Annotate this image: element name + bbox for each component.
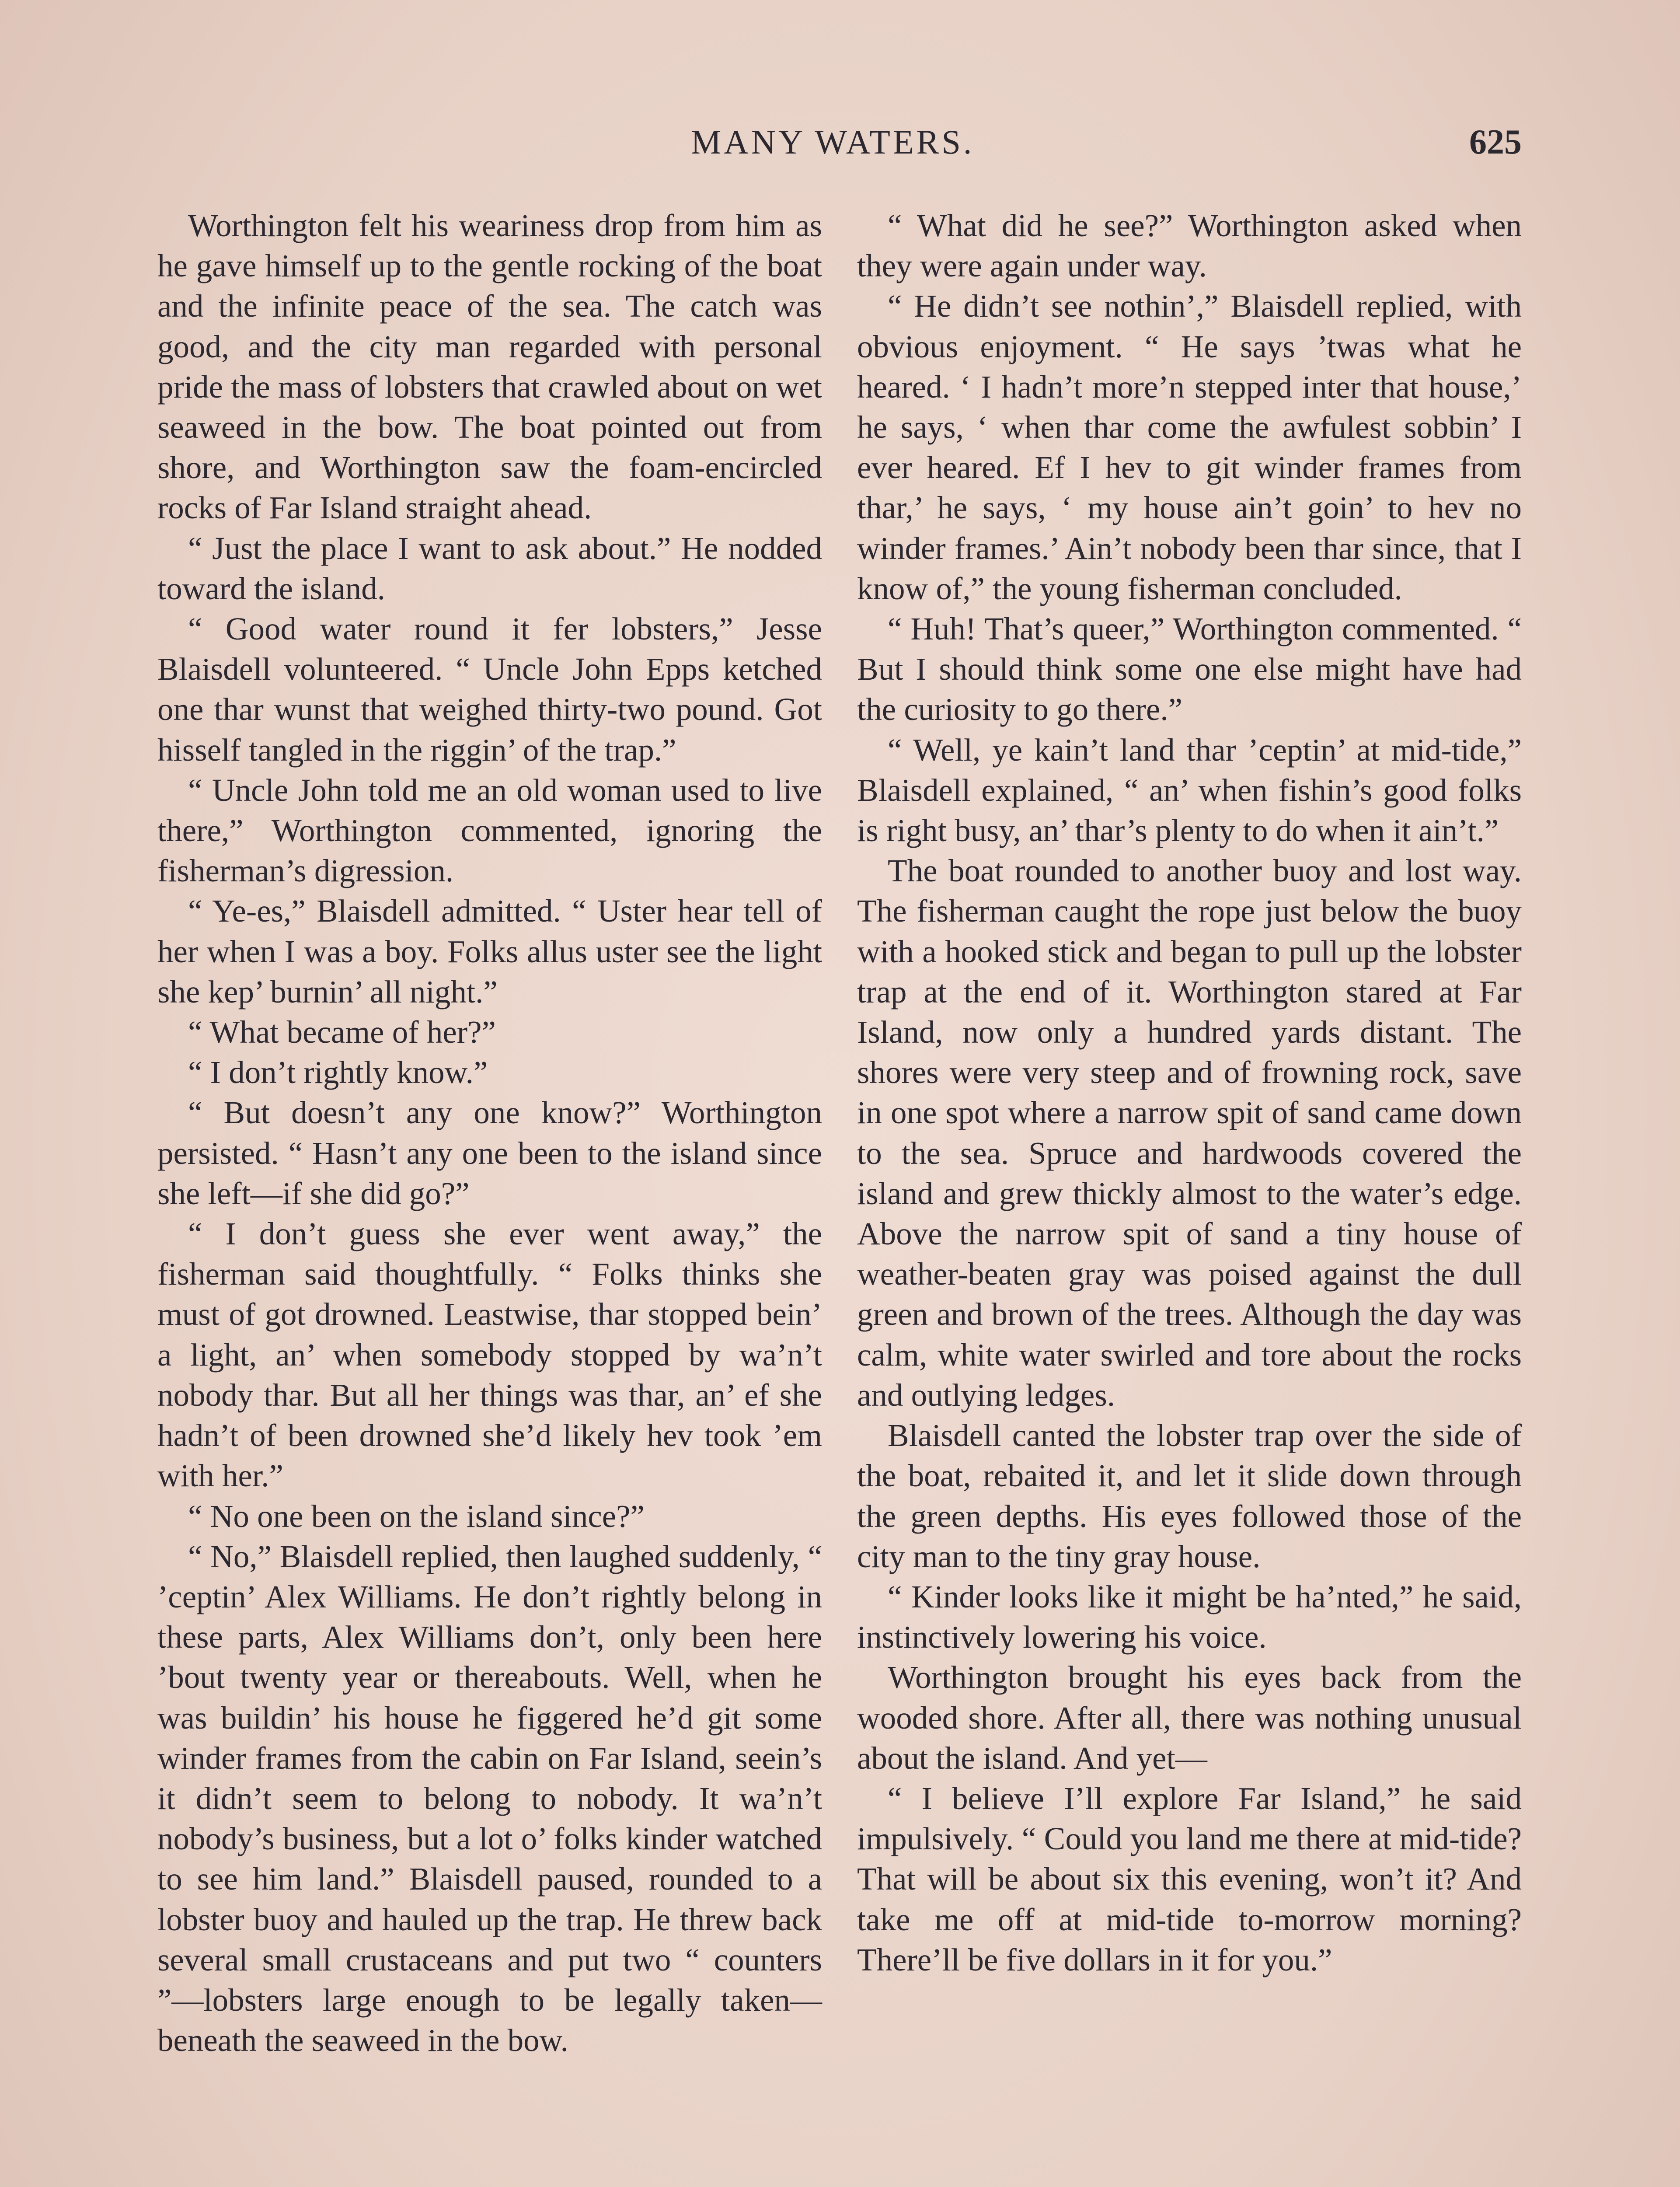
page-number: 625 — [1469, 123, 1522, 161]
paragraph: “ Uncle John told me an old woman used to live there,” Worthington commented, ignoring the fisherman’s digression. — [157, 772, 822, 889]
paragraph: “ No one been on the island since?” — [188, 1498, 645, 1534]
paragraph: “ He didn’t see nothin’,” Blaisdell replied, with obvious enjoyment. “ He says ’twas what he heared. ‘ I hadn’t more’n stepped inter that house,’ he says, ‘ when thar come the awfulest sobbin’ I ever heared. Ef I hev to git winder frames from thar,’ he says, ‘ my house ain’t goin’ to hev no winder frames.’ Ain’t nobody been thar since, that I know of,” the young fisherman concluded. — [857, 288, 1522, 606]
paragraph: “ Just the place I want to ask about.” He nodded toward the island. — [157, 530, 822, 606]
paragraph: “ No,” Blaisdell replied, then laughed suddenly, “ ’ceptin’ Alex Williams. He don’t rightly belong in these parts, Alex Williams don’t, only been here ’bout twenty year or thereabouts. Well, when he was buildin’ his house he figgered he’d git some winder frames from the cabin on Far Island, seein’s it didn’t seem to belong to nobody. It wa’n’t nobody’s business, but a lot o’ folks kinder watched to see him land.” Blaisdell paused, rounded to a lobster buoy and hauled up the trap. He threw back several small crustaceans and put two “ counters ”—lobsters large enough to be legally taken—beneath the seaweed in the bow. — [157, 1538, 822, 2058]
paragraph: Worthington brought his eyes back from the wooded shore. After all, there was nothing unusual about the island. And yet— — [857, 1659, 1522, 1776]
paragraph: “ What became of her?” — [188, 1014, 496, 1050]
paragraph: “ What did he see?” Worthington asked when they were again under way. — [857, 208, 1522, 284]
paragraph: “ Good water round it fer lobsters,” Jesse Blaisdell volunteered. “ Uncle John Epps ketched one thar wunst that weighed thirty-two pound. Got hisself tangled in the riggin’ of the trap.” — [157, 611, 822, 768]
paragraph: “ Well, ye kain’t land thar ’ceptin’ at mid-tide,” Blaisdell explained, “ an’ when fishin’s good folks is right busy, an’ thar’s plenty to do when it ain’t.” — [857, 732, 1522, 849]
paragraph: “ Kinder looks like it might be ha’nted,” he said, instinctively lowering his voice. — [857, 1579, 1522, 1655]
paragraph: “ I believe I’ll explore Far Island,” he said impulsively. “ Could you land me there at mid-tide? That will be about six this evening, won’t it? And take me off at mid-tide to-morrow morning? There’ll be five dollars in it for you.” — [857, 1780, 1522, 1977]
paragraph: “ Ye-es,” Blaisdell admitted. “ Uster hear tell of her when I was a boy. Folks allus uster see the light she kep’ burnin’ all night.” — [157, 893, 822, 1010]
paragraph: The boat rounded to another buoy and lost way. The fisherman caught the rope just below the buoy with a hooked stick and began to pull up the lobster trap at the end of it. Worthington stared at Far Island, now only a hundred yards distant. The shores were very steep and of frowning rock, save in one spot where a narrow spit of sand came down to the sea. Spruce and hardwoods covered the island and grew thickly almost to the water’s edge. Above the narrow spit of sand a tiny house of weather-beaten gray was poised against the dull green and brown of the trees. Although the day was calm, white water swirled and tore about the rocks and outlying ledges. — [857, 853, 1522, 1413]
paragraph: “ Huh! That’s queer,” Worthington commented. “ But I should think some one else might have had the curiosity to go there.” — [857, 611, 1522, 727]
paragraph: “ I don’t guess she ever went away,” the fisherman said thoughtfully. “ Folks thinks she must of got drowned. Leastwise, thar stopped bein’ a light, an’ when somebody stopped by wa’n’t nobody thar. But all her things was thar, an’ ef she hadn’t of been drowned she’d likely hev took ’em with her.” — [157, 1216, 822, 1494]
paragraph: Worthington felt his weariness drop from him as he gave himself up to the gentle rocking of the boat and the infinite peace of the sea. The catch was good, and the city man regarded with personal pride the mass of lobsters that crawled about on wet seaweed in the bow. The boat pointed out from shore, and Worthington saw the foam-encircled rocks of Far Island straight ahead. — [157, 208, 822, 526]
running-title: MANY WATERS. — [691, 123, 975, 161]
right-text-column — [857, 206, 1522, 1980]
paragraph: “ But doesn’t any one know?” Worthington persisted. “ Hasn’t any one been to the island since she left—if she did go?” — [157, 1095, 822, 1211]
left-text-column — [157, 206, 822, 2061]
paragraph: “ I don’t rightly know.” — [188, 1055, 488, 1090]
paragraph: Blaisdell canted the lobster trap over the side of the boat, rebaited it, and let it slide down through the green depths. His eyes followed those of the city man to the tiny gray house. — [857, 1418, 1522, 1574]
